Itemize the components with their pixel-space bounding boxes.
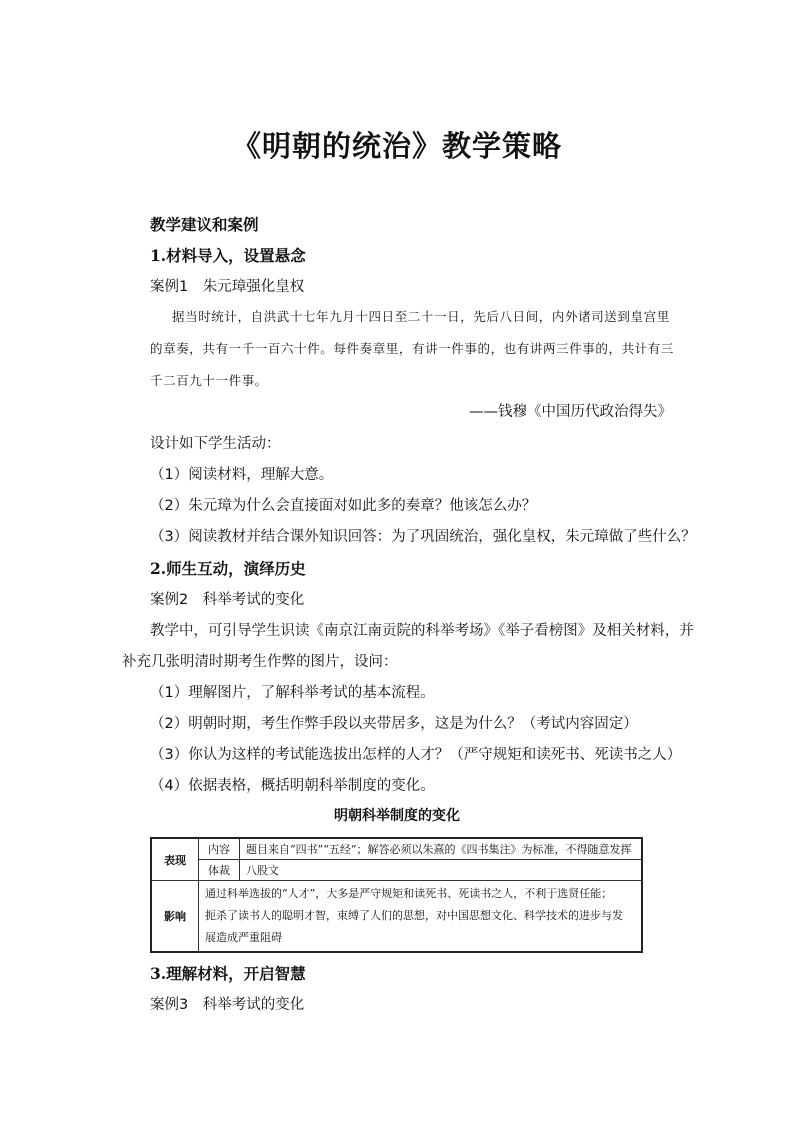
s1-heading: 1.材料导入，设置悬念 [150,246,306,265]
cell-impact [199,881,643,953]
cell-content: 题目来自“四书”“五经”；解答必须以朱熹的《四书集注》为标准，不得随意发挥 [240,838,643,860]
s2-case: 案例2 科举考试的变化 [150,592,305,608]
row-head-impact: 影响 [151,881,199,953]
s3-heading: 3.理解材料，开启智慧 [150,964,306,983]
quote-line-3: 千二百九十一件事。 [150,373,268,388]
impact-line-3: 展造成严重阻碍 [205,931,282,944]
sub-head-genre: 体裁 [199,860,240,881]
s3-case: 案例3 科举考试的变化 [150,997,305,1013]
table-row [151,838,642,860]
s2-para-line-2: 补充几张明清时期考生作弊的图片，设问： [122,654,398,670]
s1-intro: 设计如下学生活动： [150,436,281,452]
row-head-performance: 表现 [151,838,199,881]
table-title: 明朝科举制度的变化 [334,808,460,824]
s2-para-line-1: 教学中，可引导学生识读《南京江南贡院的科举考场》《举子看榜图》及相关材料，并 [150,623,694,639]
s2-item-1: （1）理解图片，了解科举考试的基本流程。 [150,685,435,701]
s2-heading: 2.师生互动，演绎历史 [150,559,306,578]
section-heading: 教学建议和案例 [150,215,259,234]
impact-line-1: 通过科举选拔的“人才”，大多是严守规矩和读死书、死读书之人，不利于选贤任能； [205,887,613,900]
s1-item-3: （3）阅读教材并结合课外知识回答：为了巩固统治，强化皇权，朱元璋做了些什么？ [150,529,696,545]
s2-item-2: （2）明朝时期，考生作弊手段以夹带居多，这是为什么？（考试内容固定） [150,716,638,732]
quote-source: ——钱穆《中国历代政治得失》 [469,404,672,420]
s1-case: 案例1 朱元璋强化皇权 [150,279,305,295]
s1-item-2: （2）朱元璋为什么会直接面对如此多的奏章？他该怎么办？ [150,498,537,514]
impact-line-2: 扼杀了读书人的聪明才智，束缚了人们的思想，对中国思想文化、科学技术的进步与发 [205,909,623,922]
s2-item-4: （4）依据表格，概括明朝科举制度的变化。 [150,778,435,794]
page-title: 《明朝的统治》教学策略 [231,129,562,163]
keju-table [150,837,643,953]
s2-item-3: （3）你认为这样的考试能选拔出怎样的人才？（严守规矩和读死书、死读书之人） [150,747,682,763]
table-row [151,881,642,953]
sub-head-content: 内容 [199,838,240,860]
table-row [151,860,642,881]
s1-item-1: （1）阅读材料，理解大意。 [150,467,334,483]
cell-genre: 八股文 [240,860,643,881]
quote-line-2: 的章奏，共有一千一百六十件。每件奏章里，有讲一件事的，也有讲两三件事的，共计有三 [150,341,675,356]
quote-line-1: 据当时统计，自洪武十七年九月十四日至二十一日，先后八日间，内外诸司送到皇宫里 [172,309,670,324]
